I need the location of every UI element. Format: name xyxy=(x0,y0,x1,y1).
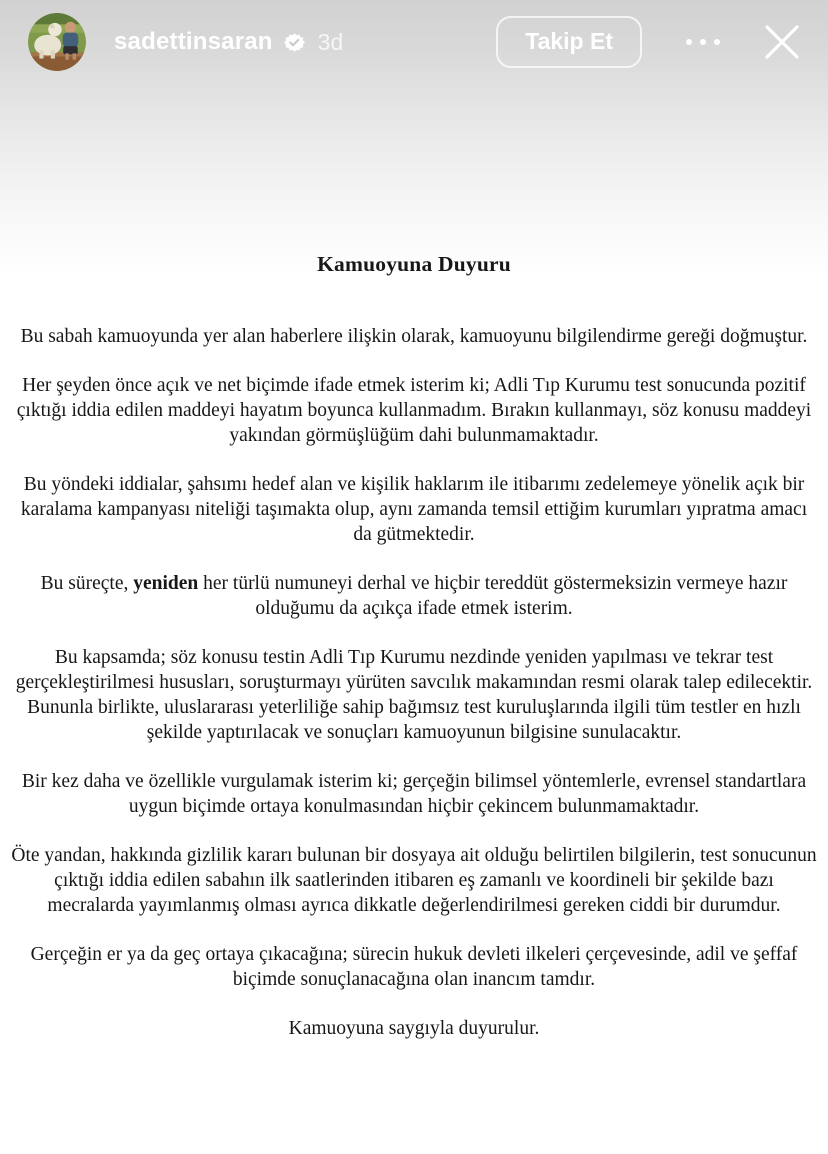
announcement-paragraph: Bu kapsamda; söz konusu testin Adli Tıp Kurumu nezdinde yeniden yapılması ve tekrar test gerçekleştirilmesi hususları, soruşturmayı yürüten savcılık makamından resmi olarak talep edilecektir. xyxy=(15,647,813,693)
more-options-icon[interactable] xyxy=(684,25,722,59)
story-header xyxy=(0,12,828,72)
announcement-paragraph: Her şeyden önce açık ve net biçimde ifade etmek isterim ki; Adli Tıp Kurumu test sonucunda pozitif çıktığı iddia edilen maddeyi hayatım boyunca kullanmadım. Bırakın kullanmayı, söz konusu maddeyi yakından görmüşlüğüm dahi bulunmamaktadır. xyxy=(16,375,812,446)
announcement-body xyxy=(10,324,818,992)
user-info xyxy=(114,28,343,56)
dot xyxy=(714,39,720,45)
announcement-paragraph: Bu süreçte, yeniden her türlü numuneyi derhal ve hiçbir tereddüt göstermeksizin vermeye hazır olduğumu da açıkça ifade etmek isterim. xyxy=(40,573,788,619)
announcement-paragraph: Öte yandan, hakkında gizlilik kararı bulunan bir dosyaya ait olduğu belirtilen bilgilerin, test sonucunun çıktığı iddia edilen sabahın ilk saatlerinden itibaren eş zamanlı ve koordineli bir şekilde bazı mecralarda yayımlanmış olması ayrıca dikkatle değerlendirilmesi gereken ciddi bir durumdur. xyxy=(11,845,817,916)
username[interactable]: sadettinsaran xyxy=(114,28,273,55)
dot xyxy=(700,39,706,45)
announcement-document xyxy=(10,250,818,1041)
story-timestamp: 3d xyxy=(317,28,344,55)
close-icon[interactable] xyxy=(758,18,806,66)
avatar[interactable] xyxy=(28,13,86,71)
announcement-paragraph: Gerçeğin er ya da geç ortaya çıkacağına; sürecin hukuk devleti ilkeleri çerçevesinde, adil ve şeffaf biçimde sonuçlanacağına olan inancım tamdır. xyxy=(30,944,798,990)
verified-badge-icon xyxy=(284,32,305,53)
announcement-paragraph: Bununla birlikte, uluslararası yeterliliğe sahip bağımsız test kuruluşlarında ilgili tüm testler en hızlı şekilde yaptırılacak ve sonuçları kamuoyunun bilgisine sunulacaktır. xyxy=(27,697,801,743)
announcement-paragraph: Bu sabah kamuoyunda yer alan haberlere ilişkin olarak, kamuoyunu bilgilendirme gereği doğmuştur. xyxy=(20,326,808,347)
page-title: Kamuoyuna Duyuru xyxy=(317,252,511,276)
announcement-closing: Kamuoyuna saygıyla duyurulur. xyxy=(288,1018,540,1039)
announcement-paragraph: Bir kez daha ve özellikle vurgulamak isterim ki; gerçeğin bilimsel yöntemlerle, evrensel standartlara uygun biçimde ortaya konulmasından hiçbir çekincem bulunmamaktadır. xyxy=(21,771,807,817)
dot xyxy=(686,39,692,45)
announcement-paragraph: Bu yöndeki iddialar, şahsımı hedef alan ve kişilik haklarım ile itibarımı zedelemeye yönelik açık bir karalama kampanyası niteliği taşımakta olup, aynı zamanda temsil ettiğim kurumları yıpratma amacı da gütmektedir. xyxy=(20,474,808,545)
follow-button[interactable]: Takip Et xyxy=(496,16,642,68)
